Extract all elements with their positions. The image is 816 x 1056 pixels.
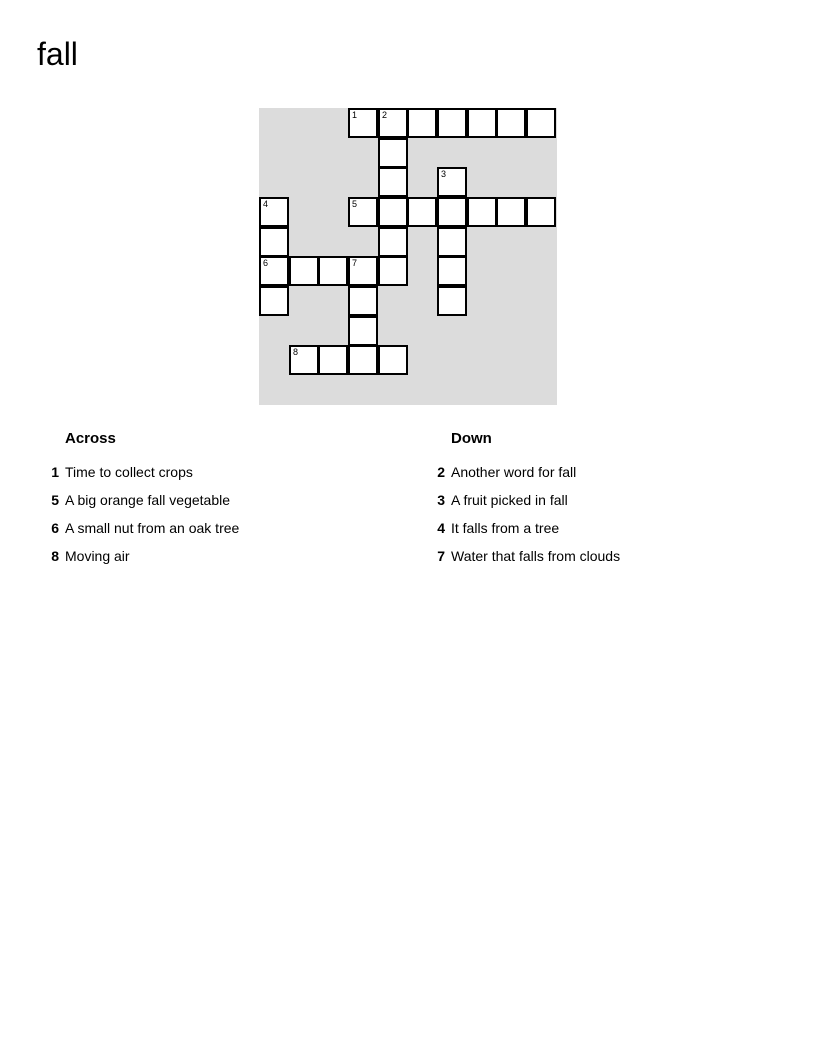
clue-item — [423, 514, 793, 542]
grid-cell[interactable] — [259, 197, 289, 227]
clue-item-text: A small nut from an oak tree — [65, 520, 240, 536]
clue-item — [37, 514, 397, 542]
grid-cell[interactable] — [348, 345, 378, 375]
clue-number: 3 — [441, 169, 447, 179]
grid-cell[interactable] — [407, 108, 437, 138]
clue-item — [37, 458, 397, 486]
clue-number: 2 — [382, 110, 388, 120]
grid-cell[interactable] — [467, 197, 497, 227]
grid-cell[interactable] — [318, 256, 348, 286]
clue-item — [423, 542, 793, 570]
down-clues — [423, 428, 793, 570]
grid-cell[interactable] — [378, 256, 408, 286]
clue-number: 5 — [352, 199, 358, 209]
clue-item-number: 8 — [51, 548, 59, 564]
grid-cell[interactable] — [437, 167, 467, 197]
grid-cell[interactable] — [378, 197, 408, 227]
grid-cell[interactable] — [437, 286, 467, 316]
across-heading: Across — [65, 430, 116, 447]
grid-cell[interactable] — [378, 138, 408, 168]
across-clues — [37, 428, 397, 570]
clue-item-text: A fruit picked in fall — [451, 492, 568, 508]
clue-item-number: 7 — [437, 548, 445, 564]
clue-item-number: 3 — [437, 492, 445, 508]
clue-item-number: 5 — [51, 492, 59, 508]
grid-cell[interactable] — [259, 286, 289, 316]
clue-item — [423, 458, 793, 486]
grid-cell[interactable] — [437, 197, 467, 227]
clue-number: 1 — [352, 110, 358, 120]
clue-item-number: 4 — [437, 520, 445, 536]
grid-cell[interactable] — [348, 256, 378, 286]
clue-item-number: 2 — [437, 464, 445, 480]
grid-cell[interactable] — [289, 256, 319, 286]
grid-cell[interactable] — [348, 108, 378, 138]
clue-item — [37, 486, 397, 514]
grid-cell[interactable] — [437, 256, 467, 286]
grid-cell[interactable] — [348, 316, 378, 346]
crossword-grid — [259, 108, 557, 405]
page-title: fall — [37, 36, 78, 72]
clue-item — [37, 542, 397, 570]
clue-item-text: Water that falls from clouds — [451, 548, 621, 564]
grid-cell[interactable] — [378, 167, 408, 197]
grid-cell[interactable] — [348, 197, 378, 227]
grid-cell[interactable] — [437, 227, 467, 257]
clue-item-number: 6 — [51, 520, 59, 536]
clue-number: 8 — [293, 347, 299, 357]
grid-cell[interactable] — [259, 227, 289, 257]
clue-item-number: 1 — [51, 464, 59, 480]
grid-cell[interactable] — [378, 345, 408, 375]
clue-item-text: Time to collect crops — [65, 464, 193, 480]
grid-cell[interactable] — [378, 108, 408, 138]
grid-cell[interactable] — [437, 108, 467, 138]
clue-number: 7 — [352, 258, 358, 268]
clue-item-text: A big orange fall vegetable — [65, 492, 231, 508]
grid-cell[interactable] — [378, 227, 408, 257]
clue-item-text: Another word for fall — [451, 464, 577, 480]
clue-number: 4 — [263, 199, 269, 209]
clue-number: 6 — [263, 258, 269, 268]
grid-cell[interactable] — [348, 286, 378, 316]
grid-cell[interactable] — [526, 197, 556, 227]
grid-cell[interactable] — [496, 197, 526, 227]
grid-cell[interactable] — [526, 108, 556, 138]
grid-cell[interactable] — [259, 256, 289, 286]
grid-cell[interactable] — [289, 345, 319, 375]
grid-cell[interactable] — [496, 108, 526, 138]
grid-cell[interactable] — [318, 345, 348, 375]
clue-item-text: Moving air — [65, 548, 130, 564]
clue-item — [423, 486, 793, 514]
clue-item-text: It falls from a tree — [451, 520, 560, 536]
grid-cell[interactable] — [407, 197, 437, 227]
grid-cell[interactable] — [467, 108, 497, 138]
down-heading: Down — [451, 430, 492, 447]
